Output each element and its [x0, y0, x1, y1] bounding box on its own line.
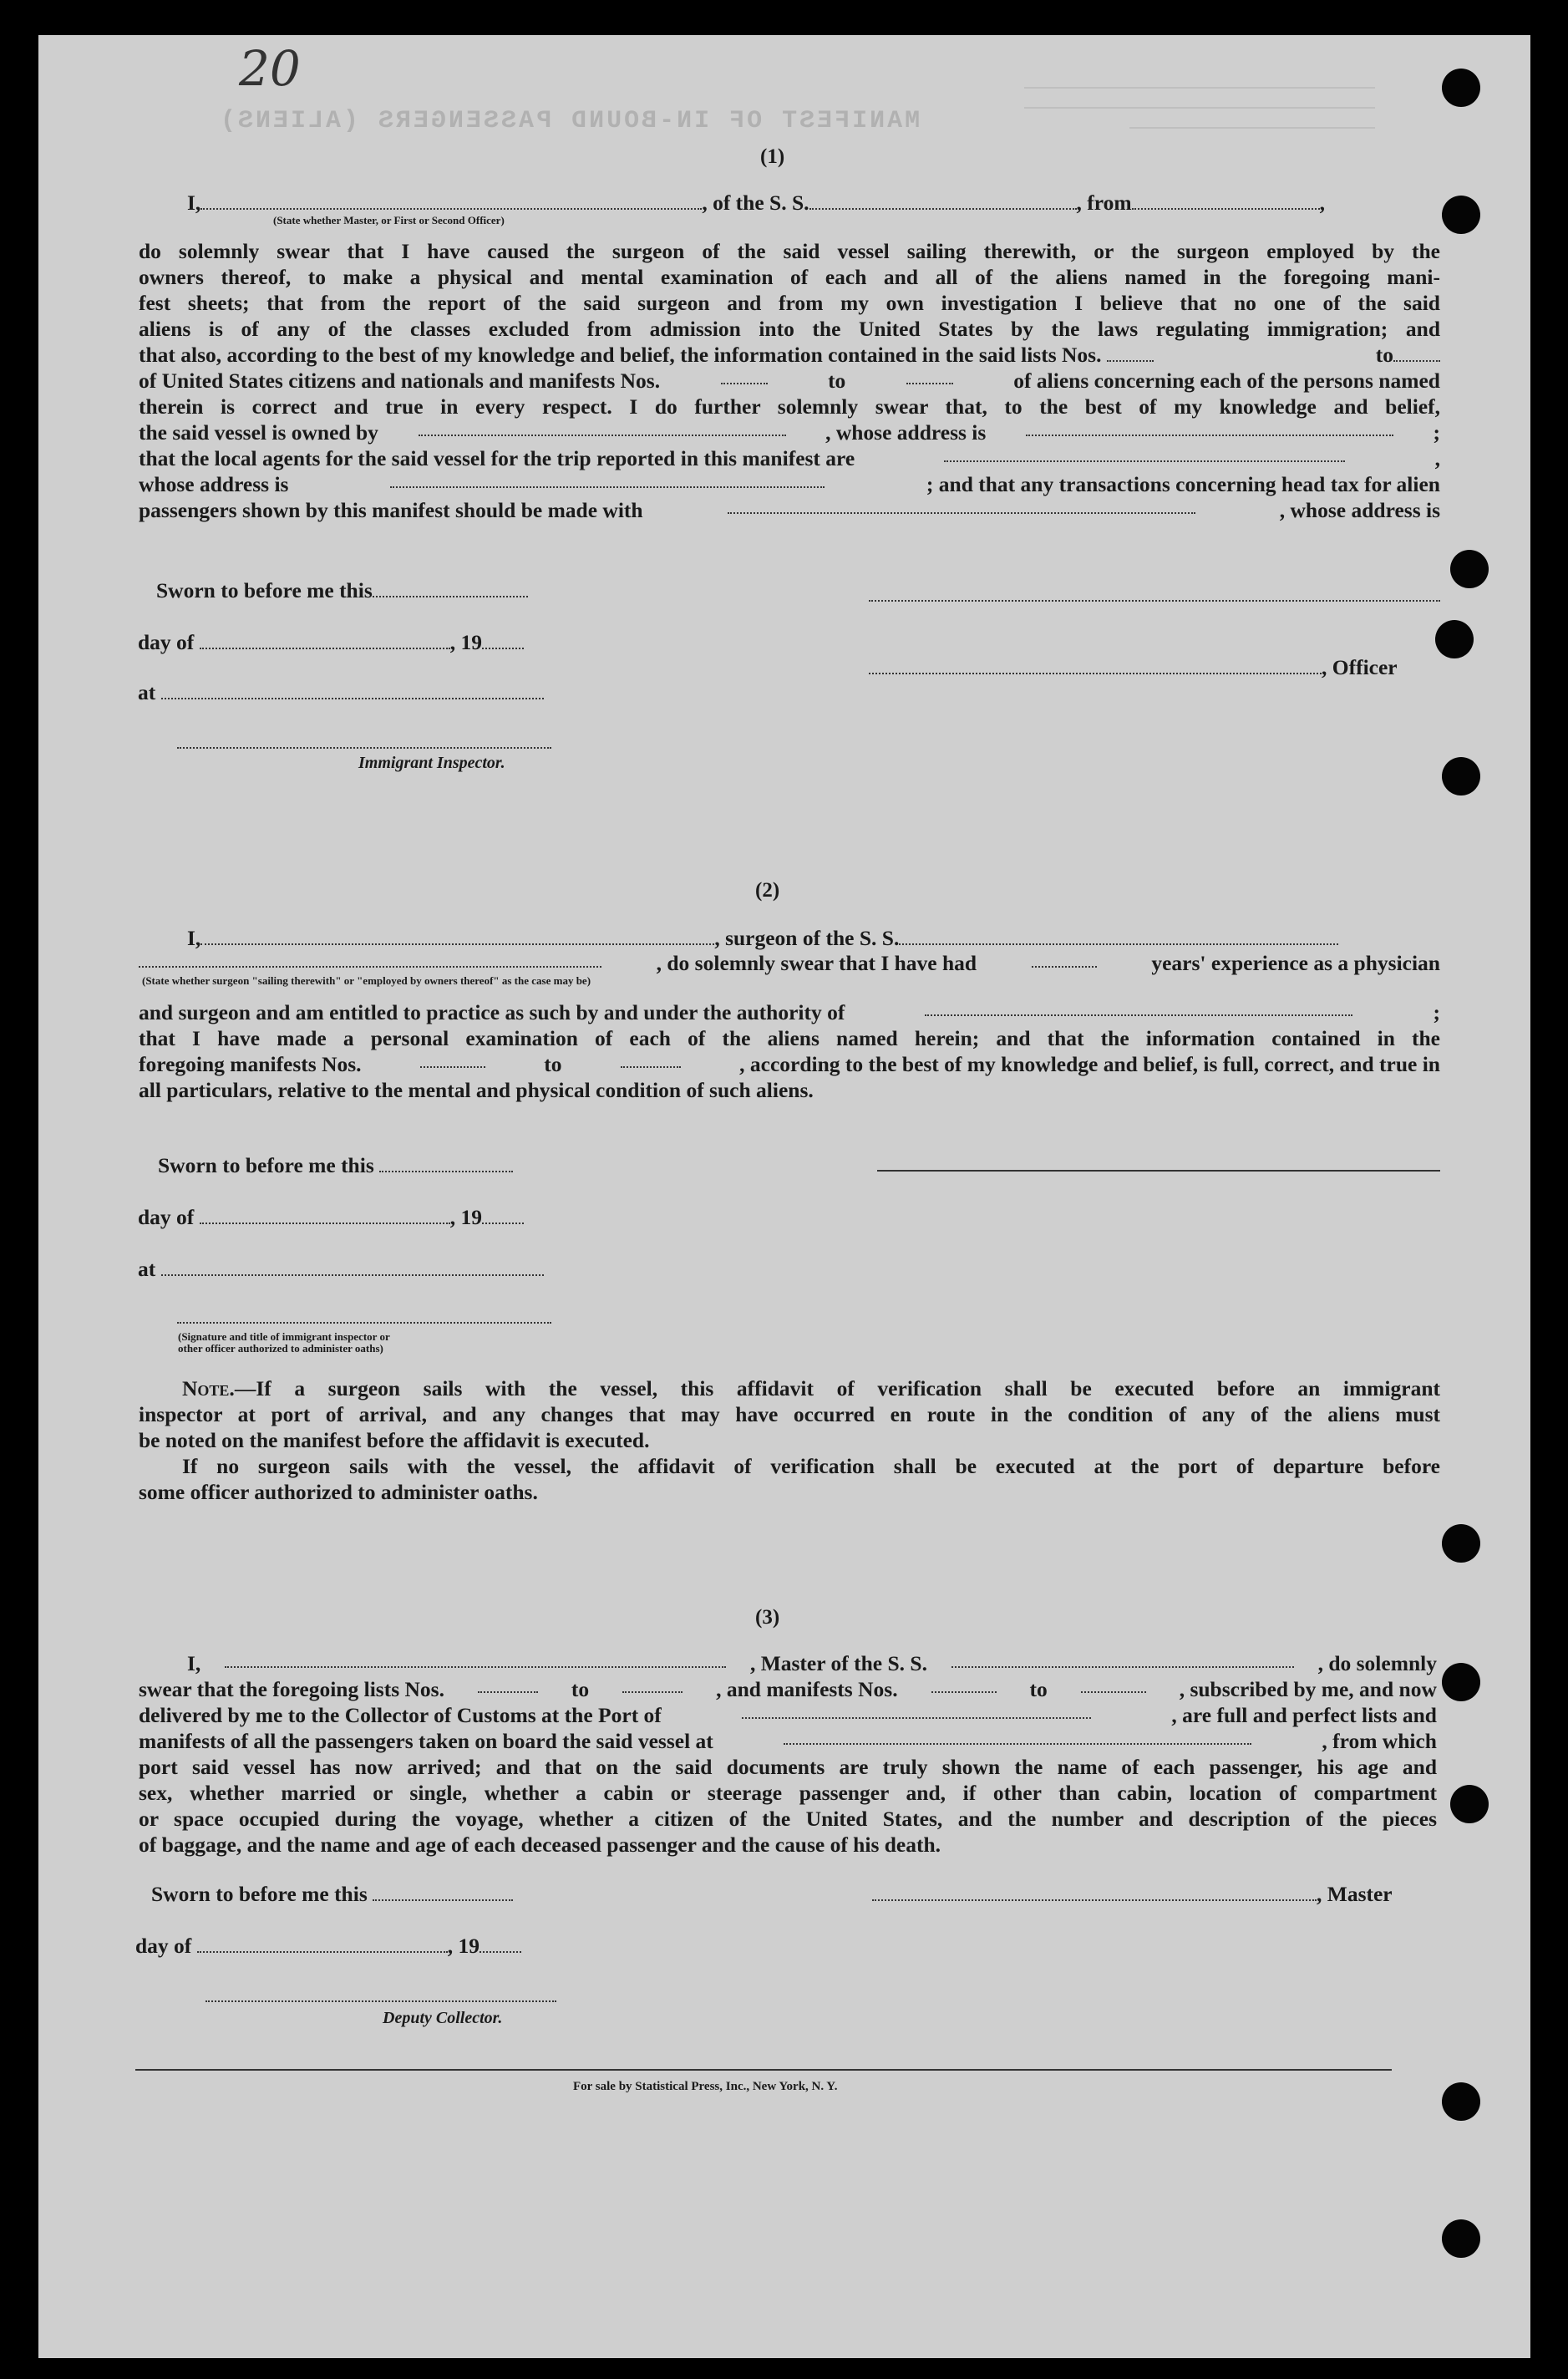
punch-hole — [1442, 2219, 1480, 2258]
punch-hole — [1442, 1663, 1480, 1701]
punch-hole — [1450, 550, 1489, 588]
s3-collector-signature-line — [206, 2000, 556, 2002]
s1-officer-note: (State whether Master, or First or Second Officer) — [273, 214, 505, 226]
s2-day: day of , 19 — [138, 1205, 524, 1230]
s1-para: do solemnly swear that I have caused the surgeon of the said vessel sailing therewith, or the surgeon employed by the owners thereof, to make a physical and mental examination of each and all of the aliens named in the foregoing mani- fest sheets; that from the report of the said surgeon and from my own investigation I believe that no one of the said aliens is of any of the classes excluded from admission into the United States by the laws regulating immigration; and that also, according to the best of my knowledge and belief, the information contained in the said lists Nos. to of United States citizens and nationals and manifests Nos. to of aliens concerning each of the persons named therein is correct and true in every respect. I do further solemnly swear that, to the best of my knowledge and belief, the said vessel is owned by , whose address is ; that the local agents for the said vessel for the trip reported in this manifest are , whose address is ; and that any transactions concerning head tax for alien passengers shown by this manifest should be made with , whose address is — [139, 239, 1440, 522]
s1-sworn: Sworn to before me this — [156, 578, 528, 603]
s3-master: , Master — [872, 1882, 1393, 1907]
s2-sig-note-1: (Signature and title of immigrant inspector or — [178, 1330, 390, 1343]
s1-officer: , Officer — [869, 655, 1398, 680]
s3-para: swear that the foregoing lists Nos. to , and manifests Nos. to , subscribed by me, and now delivered by me to the Collector of Customs at the Port of , are full and perfect lists and manifests of all the passengers taken on board the said vessel at , from which port said vessel has now arrived; and that on the said documents are truly shown the name of each passenger, his age and sex, whether married or single, whether a cabin or steerage passenger and, if other than cabin, location of compartment or space occupied during the voyage, whether a citizen of the United States, and the number and description of the pieces of baggage, and the name and age of each deceased passenger and the cause of his death. — [139, 1677, 1437, 1857]
punch-hole — [1442, 2082, 1480, 2121]
bleed-through-title: MANIFEST OF IN-BOUND PASSENGERS (ALIENS) — [218, 107, 921, 135]
s1-inspector-signature-line — [177, 747, 551, 749]
s2-para: and surgeon and am entitled to practice as such by and under the authority of ; that I have made a personal examination of each of the aliens named herein; and that the information contained in the foregoing manifests Nos. to , according to the best of my knowledge and belief, is full, correct, and true in all particulars, relative to the mental and physical condition of such aliens. — [139, 1000, 1440, 1102]
footer-rule — [135, 2069, 1392, 2071]
manifest-page — [38, 35, 1530, 2358]
punch-hole — [1442, 757, 1480, 796]
s3-line1: I, , Master of the S. S. , do solemnly — [187, 1651, 1437, 1675]
s2-inspector-signature-line — [177, 1322, 551, 1324]
s3-sworn: Sworn to before me this — [151, 1882, 513, 1907]
punch-hole — [1435, 620, 1474, 658]
section3-number: (3) — [755, 1606, 780, 1629]
s1-officer-signature-line — [869, 600, 1440, 602]
bleed-through-block — [1024, 69, 1375, 160]
s1-inspector-label: Immigrant Inspector. — [358, 754, 505, 772]
s2-officer-signature-line — [877, 1170, 1440, 1172]
s2-sig-note-2: other officer authorized to administer oaths) — [178, 1342, 383, 1355]
section2-number: (2) — [755, 879, 780, 902]
s3-collector-label: Deputy Collector. — [383, 2009, 503, 2027]
handwritten-number: 20 — [239, 40, 301, 97]
s2-surgeon-note: (State whether surgeon "sailing therewith" or "employed by owners thereof" as the case may be) — [142, 974, 591, 987]
s2-note: Note.—If a surgeon sails with the vessel, this affidavit of verification shall be executed before an immigrant inspector at port of arrival, and any changes that may have occurred en route in the condition of any of the aliens must be noted on the manifest before the affidavit is executed. If no surgeon sails with the vessel, the affidavit of verification shall be executed at the port of departure before some officer authorized to administer oaths. — [139, 1376, 1440, 1504]
punch-hole — [1442, 196, 1480, 234]
punch-hole — [1442, 1524, 1480, 1563]
section1-number: (1) — [760, 145, 785, 168]
s2-line1: I, , surgeon of the S. S. — [187, 926, 1338, 951]
s1-day: day of , 19 — [138, 630, 524, 655]
printer-credit: For sale by Statistical Press, Inc., New York, N. Y. — [573, 2080, 838, 2093]
s2-at: at — [138, 1257, 544, 1282]
s3-day: day of , 19 — [135, 1934, 521, 1959]
s1-at: at — [138, 680, 544, 705]
s2-sworn: Sworn to before me this — [158, 1153, 513, 1178]
s1-line1: I, , of the S. S. , from , — [187, 191, 1326, 215]
punch-hole — [1450, 1785, 1489, 1823]
punch-hole — [1442, 69, 1480, 107]
s2-line2: , do solemnly swear that I have had years' experience as a physician — [139, 951, 1440, 976]
